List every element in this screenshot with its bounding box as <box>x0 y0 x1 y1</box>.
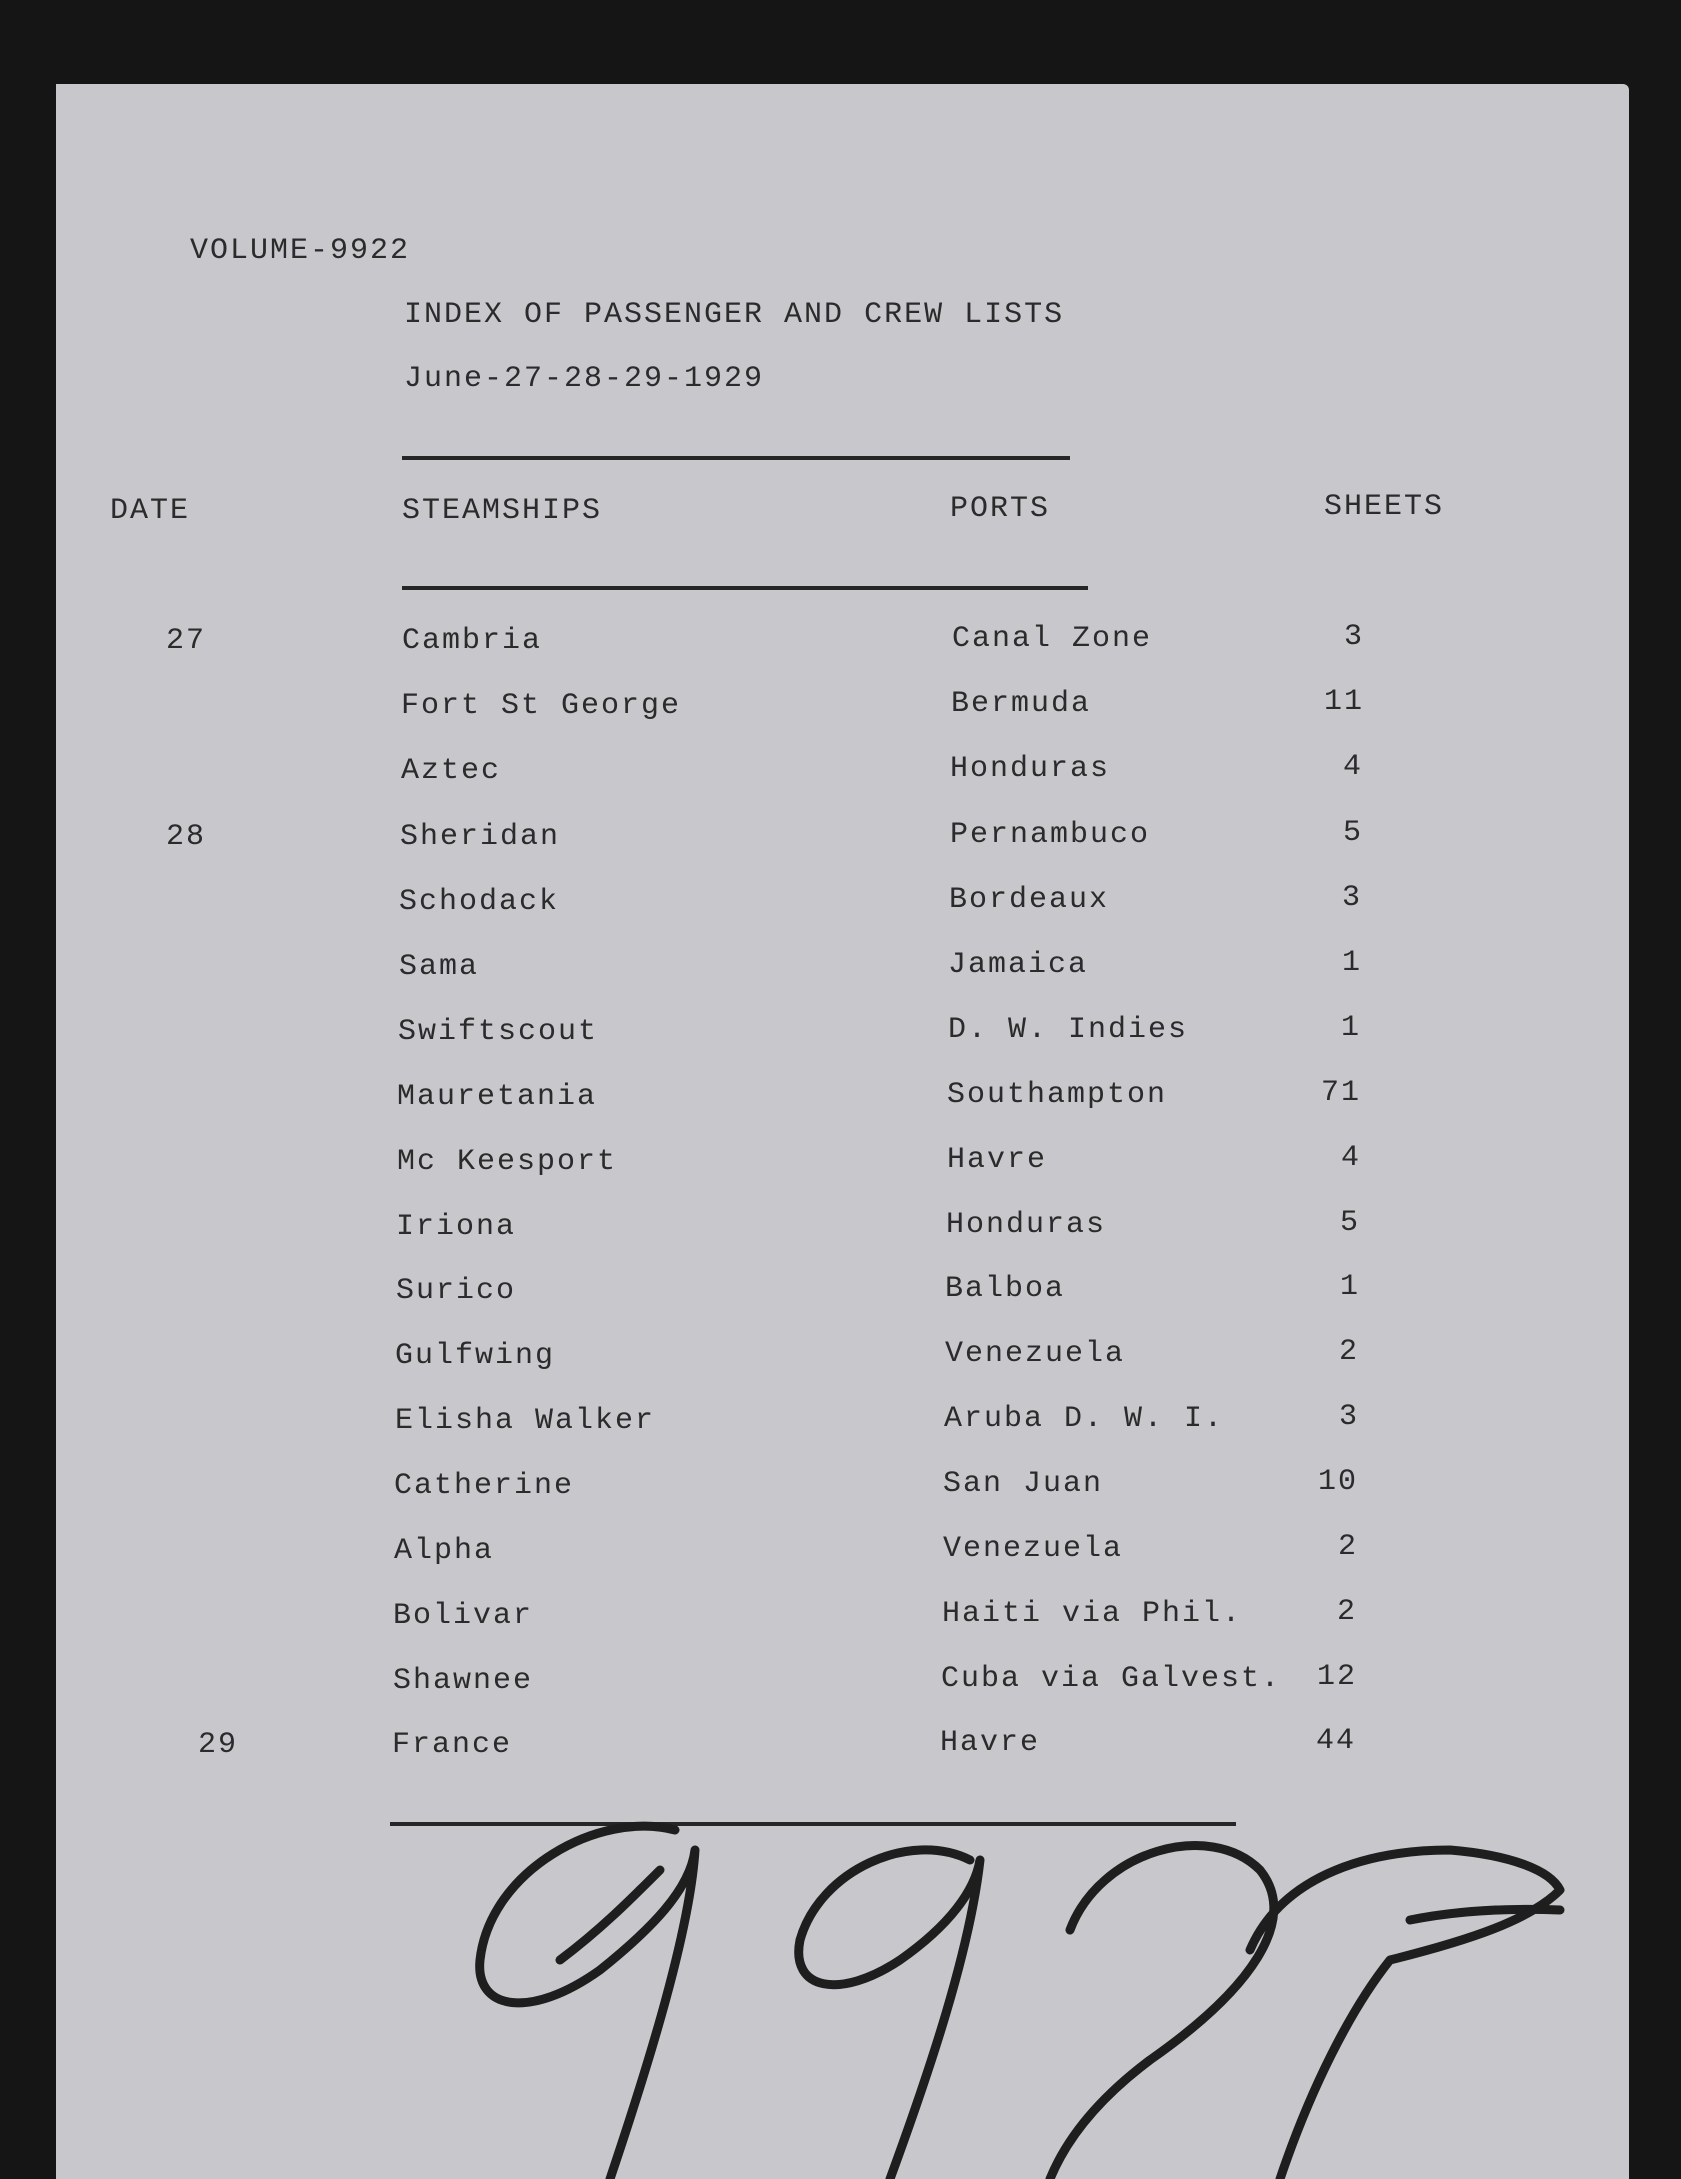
row-port: Southampton <box>947 1078 1168 1112</box>
row-sheets: 1 <box>1341 946 1362 980</box>
title-rule <box>402 456 1070 460</box>
row-steamship: Elisha Walker <box>395 1404 656 1438</box>
row-sheets: 1 <box>1340 1011 1361 1045</box>
document-title: INDEX OF PASSENGER AND CREW LISTS <box>404 298 1065 332</box>
row-sheets: 3 <box>1341 881 1362 915</box>
row-steamship: Catherine <box>394 1469 575 1503</box>
row-steamship: France <box>392 1728 513 1762</box>
header-date: DATE <box>110 494 191 528</box>
row-port: Havre <box>940 1726 1041 1760</box>
row-port: Venezuela <box>943 1532 1124 1566</box>
row-sheets: 4 <box>1340 1141 1361 1175</box>
row-steamship: Alpha <box>394 1534 495 1568</box>
row-port: Honduras <box>946 1208 1107 1242</box>
row-port: Bordeaux <box>949 883 1110 917</box>
row-port: Honduras <box>950 752 1111 786</box>
row-sheets: 44 <box>1315 1724 1356 1758</box>
row-steamship: Fort St George <box>401 689 682 723</box>
row-date: 29 <box>198 1728 239 1762</box>
row-date: 27 <box>166 624 207 658</box>
row-port: Cuba via Galvest. <box>941 1662 1282 1696</box>
row-port: D. W. Indies <box>948 1013 1189 1047</box>
row-port: Havre <box>947 1143 1048 1177</box>
row-port: Venezuela <box>945 1337 1126 1371</box>
row-steamship: Bolivar <box>393 1599 534 1633</box>
row-steamship: Cambria <box>402 624 543 658</box>
row-port: San Juan <box>943 1467 1104 1501</box>
row-steamship: Sheridan <box>400 820 561 854</box>
row-sheets: 2 <box>1338 1335 1359 1369</box>
header-ports: PORTS <box>950 492 1051 526</box>
row-port: Balboa <box>945 1272 1066 1306</box>
header-rule <box>402 586 1088 590</box>
row-steamship: Iriona <box>396 1210 517 1244</box>
row-port: Canal Zone <box>952 622 1153 656</box>
row-sheets: 11 <box>1323 685 1364 719</box>
row-steamship: Shawnee <box>393 1664 534 1698</box>
row-port: Jamaica <box>948 948 1089 982</box>
row-steamship: Sama <box>399 950 480 984</box>
header-steamships: STEAMSHIPS <box>402 494 603 528</box>
row-steamship: Mauretania <box>397 1080 598 1114</box>
row-sheets: 1 <box>1339 1270 1360 1304</box>
row-steamship: Schodack <box>399 885 560 919</box>
row-steamship: Surico <box>396 1274 517 1308</box>
row-port: Pernambuco <box>950 818 1151 852</box>
row-sheets: 10 <box>1317 1465 1358 1499</box>
row-sheets: 3 <box>1343 620 1364 654</box>
row-sheets: 4 <box>1342 750 1363 784</box>
row-steamship: Mc Keesport <box>397 1145 618 1179</box>
row-port: Bermuda <box>951 687 1092 721</box>
row-steamship: Gulfwing <box>395 1339 556 1373</box>
row-sheets: 2 <box>1336 1595 1357 1629</box>
row-sheets: 5 <box>1342 816 1363 850</box>
row-port: Haiti via Phil. <box>942 1597 1243 1631</box>
volume-label: VOLUME-9922 <box>190 234 411 268</box>
header-sheets: SHEETS <box>1324 490 1445 524</box>
row-sheets: 3 <box>1338 1400 1359 1434</box>
row-sheets: 71 <box>1320 1076 1361 1110</box>
row-steamship: Aztec <box>401 754 502 788</box>
row-steamship: Swiftscout <box>398 1015 599 1049</box>
row-port: Aruba D. W. I. <box>944 1402 1225 1436</box>
row-sheets: 2 <box>1337 1530 1358 1564</box>
row-sheets: 12 <box>1316 1660 1357 1694</box>
row-sheets: 5 <box>1339 1206 1360 1240</box>
date-range: June-27-28-29-1929 <box>404 362 765 396</box>
handwritten-volume-number <box>450 1810 1630 2179</box>
row-date: 28 <box>166 820 207 854</box>
